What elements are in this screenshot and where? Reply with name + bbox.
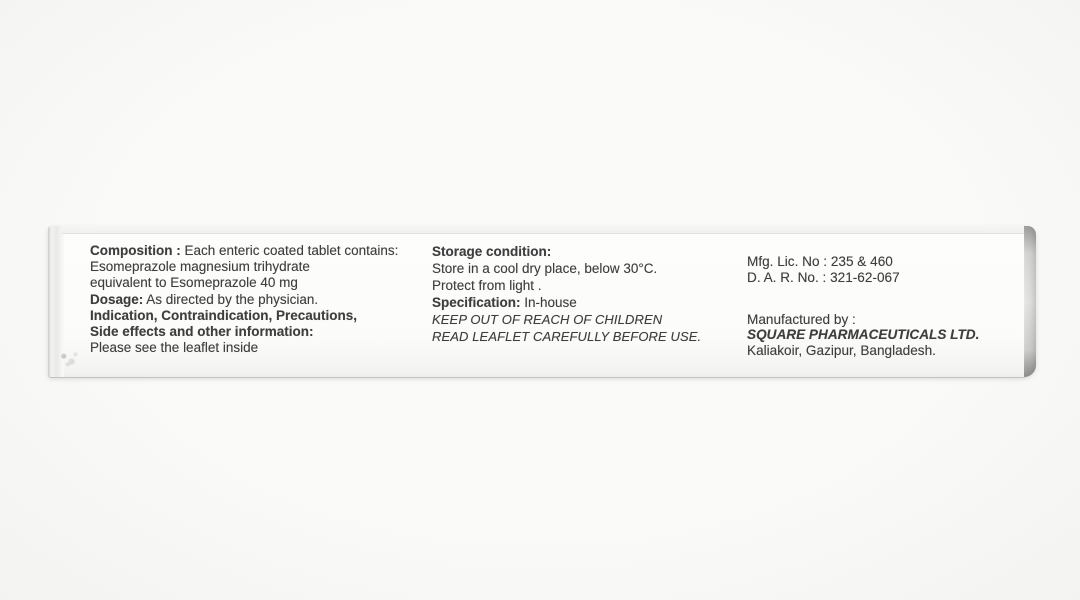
indication-heading-line-2: Side effects and other information: [90, 324, 314, 340]
box-smudge-mark [56, 349, 82, 367]
box-top-fold-edge [62, 226, 1030, 234]
storage-condition-label: Storage condition: [432, 244, 552, 259]
manufacturer-block [747, 312, 979, 359]
dosage-label: Dosage: [90, 291, 144, 307]
dar-no-line: D. A. R. No. : 321-62-067 [747, 270, 900, 286]
warning-line-2: READ LEAFLET CAREFULLY BEFORE USE. [432, 328, 702, 344]
indication-heading-line-1: Indication, Contraindication, Precautions, [90, 307, 358, 323]
leaflet-note-line: Please see the leaflet inside [90, 340, 259, 356]
composition-column [90, 243, 398, 356]
storage-line-1: Store in a cool dry place, below 30°C. [432, 260, 658, 276]
composition-heading-line [90, 243, 398, 259]
box-right-curved-edge [1024, 226, 1036, 377]
composition-line-3: equivalent to Esomeprazole 40 mg [90, 275, 298, 291]
manufactured-by-line: Manufactured by : [747, 311, 856, 327]
composition-text: Each enteric coated tablet contains: [180, 243, 399, 258]
specification-text: In-house [520, 294, 577, 310]
composition-label: Composition : [90, 243, 181, 258]
storage-column [432, 244, 701, 345]
composition-line-2: Esomeprazole magnesium trihydrate [90, 259, 310, 275]
manufacturer-name-line: SQUARE PHARMACEUTICALS LTD. [747, 327, 980, 343]
mfg-lic-no-line: Mfg. Lic. No : 235 & 460 [747, 254, 893, 269]
storage-line-2: Protect from light . [432, 277, 542, 293]
specification-line [432, 295, 701, 312]
dosage-line [90, 292, 398, 308]
medicine-box-back-panel [48, 226, 1036, 377]
manufacturer-address-line: Kaliakoir, Gazipur, Bangladesh. [747, 343, 936, 358]
warning-line-1: KEEP OUT OF REACH OF CHILDREN [432, 311, 663, 327]
manufacturer-column [747, 254, 979, 359]
dosage-text: As directed by the physician. [143, 291, 319, 307]
specification-label: Specification: [432, 294, 521, 310]
